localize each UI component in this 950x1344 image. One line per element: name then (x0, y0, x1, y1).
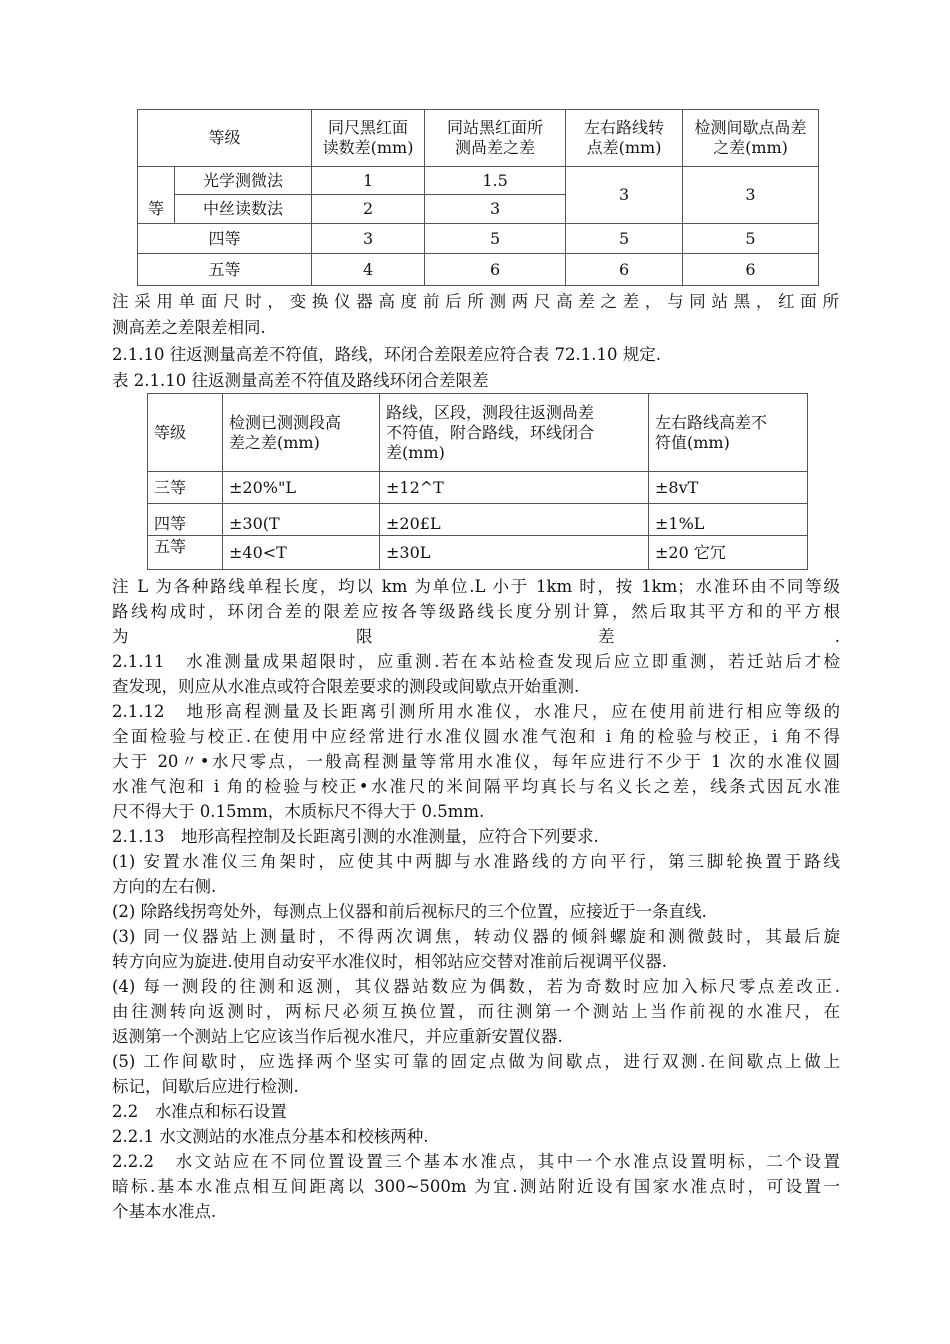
section-heading: 2.2 水准点和标石设置 (112, 1102, 287, 1121)
value-cell: 3 (312, 224, 425, 254)
merged-value-cell: 3 (566, 167, 683, 224)
paragraph-line: 返测第一个测站上它应该当作后视水准尺，并应重新安置仪器. (112, 1027, 563, 1046)
value-cell: 6 (425, 254, 566, 286)
table2-caption: 表 2.1.10 往返测量高差不符值及路线环闭合差限差 (112, 371, 489, 390)
header-col2 (380, 394, 649, 472)
grade-cell: 四等 (148, 504, 223, 536)
value-cell: 5 (425, 224, 566, 254)
header-line: 左右路线高差不 (655, 412, 768, 432)
header-line: 同尺黑红面 (328, 118, 409, 137)
header-line: 之差(mm) (713, 138, 788, 157)
paragraph-2-1-10: 2.1.10 往返测量高差不符值，路线，环闭合差限差应符合表 72.1.10 规定. (112, 345, 661, 364)
value-cell: ±1%L (649, 504, 808, 536)
header-col2 (425, 110, 566, 167)
note-line: 测高差之差限差相同. (112, 318, 266, 337)
header-line: 读数差(mm) (322, 138, 414, 157)
paragraph-line: 全面检验与校正.在使用中应经常进行水准仪圆水准气泡和 i 角的检验与校正，i 角不得 (112, 727, 840, 746)
paragraph-line: 水准气泡和 i 角的检验与校正•水准尺的米间隔平均真长与名义长之差，线条式因瓦水准 (112, 777, 840, 796)
paragraph-line: (1) 安置水准仪三角架时，应使其中两脚与水准路线的方向平行，第三脚轮换置于路线 (112, 852, 840, 871)
header-line: 不符值，附合路线，环线闭合 (386, 422, 595, 442)
paragraph-line: (4) 每一测段的往测和返测，其仪器站数应为偶数，若为奇数时应加入标尺零点差改正. (112, 977, 840, 996)
paragraph-line: (2) 除路线拐弯处外，每测点上仪器和前后视标尺的三个位置，应接近于一条直线. (112, 902, 707, 921)
header-grade: 等级 (138, 110, 312, 167)
value-cell: 1.5 (425, 167, 566, 195)
header-col3 (649, 394, 808, 472)
note-line: 注采用单面尺时，变换仪器高度前后所测两尺高差之差，与同站黑，红面所 (112, 292, 840, 311)
header-grade: 等级 (148, 394, 223, 472)
header-line: 同站黑红面所 (447, 118, 544, 137)
paragraph-line: 转方向应为旋进.使用自动安平水准仪时，相邻站应交替对准前后视调平仪器. (112, 952, 667, 971)
paragraph-line: 标记，间歇后应进行检测. (112, 1077, 299, 1096)
table-row (138, 254, 819, 286)
value-cell: ±30L (380, 536, 649, 570)
value-cell: ±12^T (380, 472, 649, 504)
method-cell: 中丝读数法 (175, 195, 312, 224)
paragraph-line: 2.2.1 水文测站的水准点分基本和校核两种. (112, 1127, 429, 1146)
table-row (148, 504, 808, 536)
value-cell: 3 (425, 195, 566, 224)
grade-cell: 四等 (138, 224, 312, 254)
leveling-limits-table (137, 109, 819, 286)
grade-cell: 五等 (138, 254, 312, 286)
table-header-row (148, 394, 808, 472)
paragraph-line: 由往测转向返测时，两标尺必须互换位置，而往测第一个测站上当作前视的水准尺，在 (112, 1002, 840, 1021)
value-cell: ±20 它冗 (649, 536, 808, 570)
closure-limits-table (147, 393, 808, 570)
header-line: 路线，区段，测段往返测咼差 (386, 402, 595, 422)
paragraph-line: 2.2.2 水文站应在不同位置设置三个基本水准点，其中一个水准点设置明标，二个设置 (112, 1152, 840, 1171)
value-cell: 5 (566, 224, 683, 254)
value-cell: 2 (312, 195, 425, 224)
method-cell: 光学测微法 (175, 167, 312, 195)
header-line: 检测间歇点咼差 (694, 118, 807, 137)
header-line: 左右路线转 (584, 118, 665, 137)
paragraph-line: 个基本水准点. (112, 1202, 217, 1221)
header-col1 (312, 110, 425, 167)
value-cell: 6 (683, 254, 819, 286)
paragraph-line: (3) 同一仪器站上测量时，不得两次调焦，转动仪器的倾斜螺旋和测微鼓时，其最后旋 (112, 927, 840, 946)
value-cell: 6 (566, 254, 683, 286)
paragraph-line: 2.1.13 地形高程控制及长距离引测的水准测量，应符合下列要求. (112, 827, 599, 846)
note-word: 限 (356, 627, 373, 646)
table-row (138, 224, 819, 254)
value-cell: 1 (312, 167, 425, 195)
header-line: 测咼差之差 (455, 138, 536, 157)
grade-cell: 五等 (148, 536, 223, 570)
header-col1 (223, 394, 380, 472)
paragraph-line: 2.1.11 水准测量成果超限时，应重测.若在本站检查发现后应立即重测，若迁站后才检 (112, 652, 840, 671)
value-cell: ±8vT (649, 472, 808, 504)
header-line: 点差(mm) (586, 138, 662, 157)
header-col4 (683, 110, 819, 167)
value-cell: ±40<T (223, 536, 380, 570)
header-line: 符值(mm) (655, 432, 730, 452)
table-row (138, 167, 819, 195)
note-line: 路线构成时，环闭合差的限差应按各等级路线长度分别计算，然后取其平方和的平方根 (112, 602, 840, 621)
paragraph-line: 大于 20〃•水尺零点，一般高程测量等常用水准仪，每年应进行不少于 1 次的水准仪圆 (112, 752, 840, 771)
header-line: 差(mm) (386, 442, 445, 462)
note-line: 注 L 为各种路线单程长度，均以 km 为单位.L 小于 1km 时，按 1km；水准环由不同等级 (112, 577, 840, 596)
value-cell: 4 (312, 254, 425, 286)
header-line: 检测已测测段高 (229, 412, 342, 432)
value-cell: ±20%"L (223, 472, 380, 504)
paragraph-line: 查发现，则应从水准点或符合限差要求的测段或间歇点开始重测. (112, 677, 580, 696)
value-cell: ±30(T (223, 504, 380, 536)
grade-cell: 三等 (148, 472, 223, 504)
group-label-cell: 等 (138, 167, 175, 224)
value-cell: ±20£L (380, 504, 649, 536)
value-cell: 5 (683, 224, 819, 254)
paragraph-line: (5) 工作间歇时，应选择两个坚实可靠的固定点做为间歇点，进行双测.在间歇点上做上 (112, 1052, 840, 1071)
merged-value-cell: 3 (683, 167, 819, 224)
table-row (148, 472, 808, 504)
table-row (148, 536, 808, 570)
paragraph-line: 尺不得大于 0.15mm，木质标尺不得大于 0.5mm. (112, 802, 485, 821)
note-word: . (834, 627, 840, 646)
header-col3 (566, 110, 683, 167)
paragraph-line: 方向的左右侧. (112, 877, 217, 896)
paragraph-line: 暗标.基本水准点相互间距离以 300~500m 为宜.测站附近设有国家水准点时，可设置一 (112, 1177, 840, 1196)
paragraph-line: 2.1.12 地形高程测量及长距离引测所用水准仪，水准尺，应在使用前进行相应等级的 (112, 702, 840, 721)
note-word: 为 (112, 627, 129, 646)
header-line: 差之差(mm) (229, 432, 320, 452)
note-word: 差 (598, 627, 615, 646)
table-header-row (138, 110, 819, 167)
